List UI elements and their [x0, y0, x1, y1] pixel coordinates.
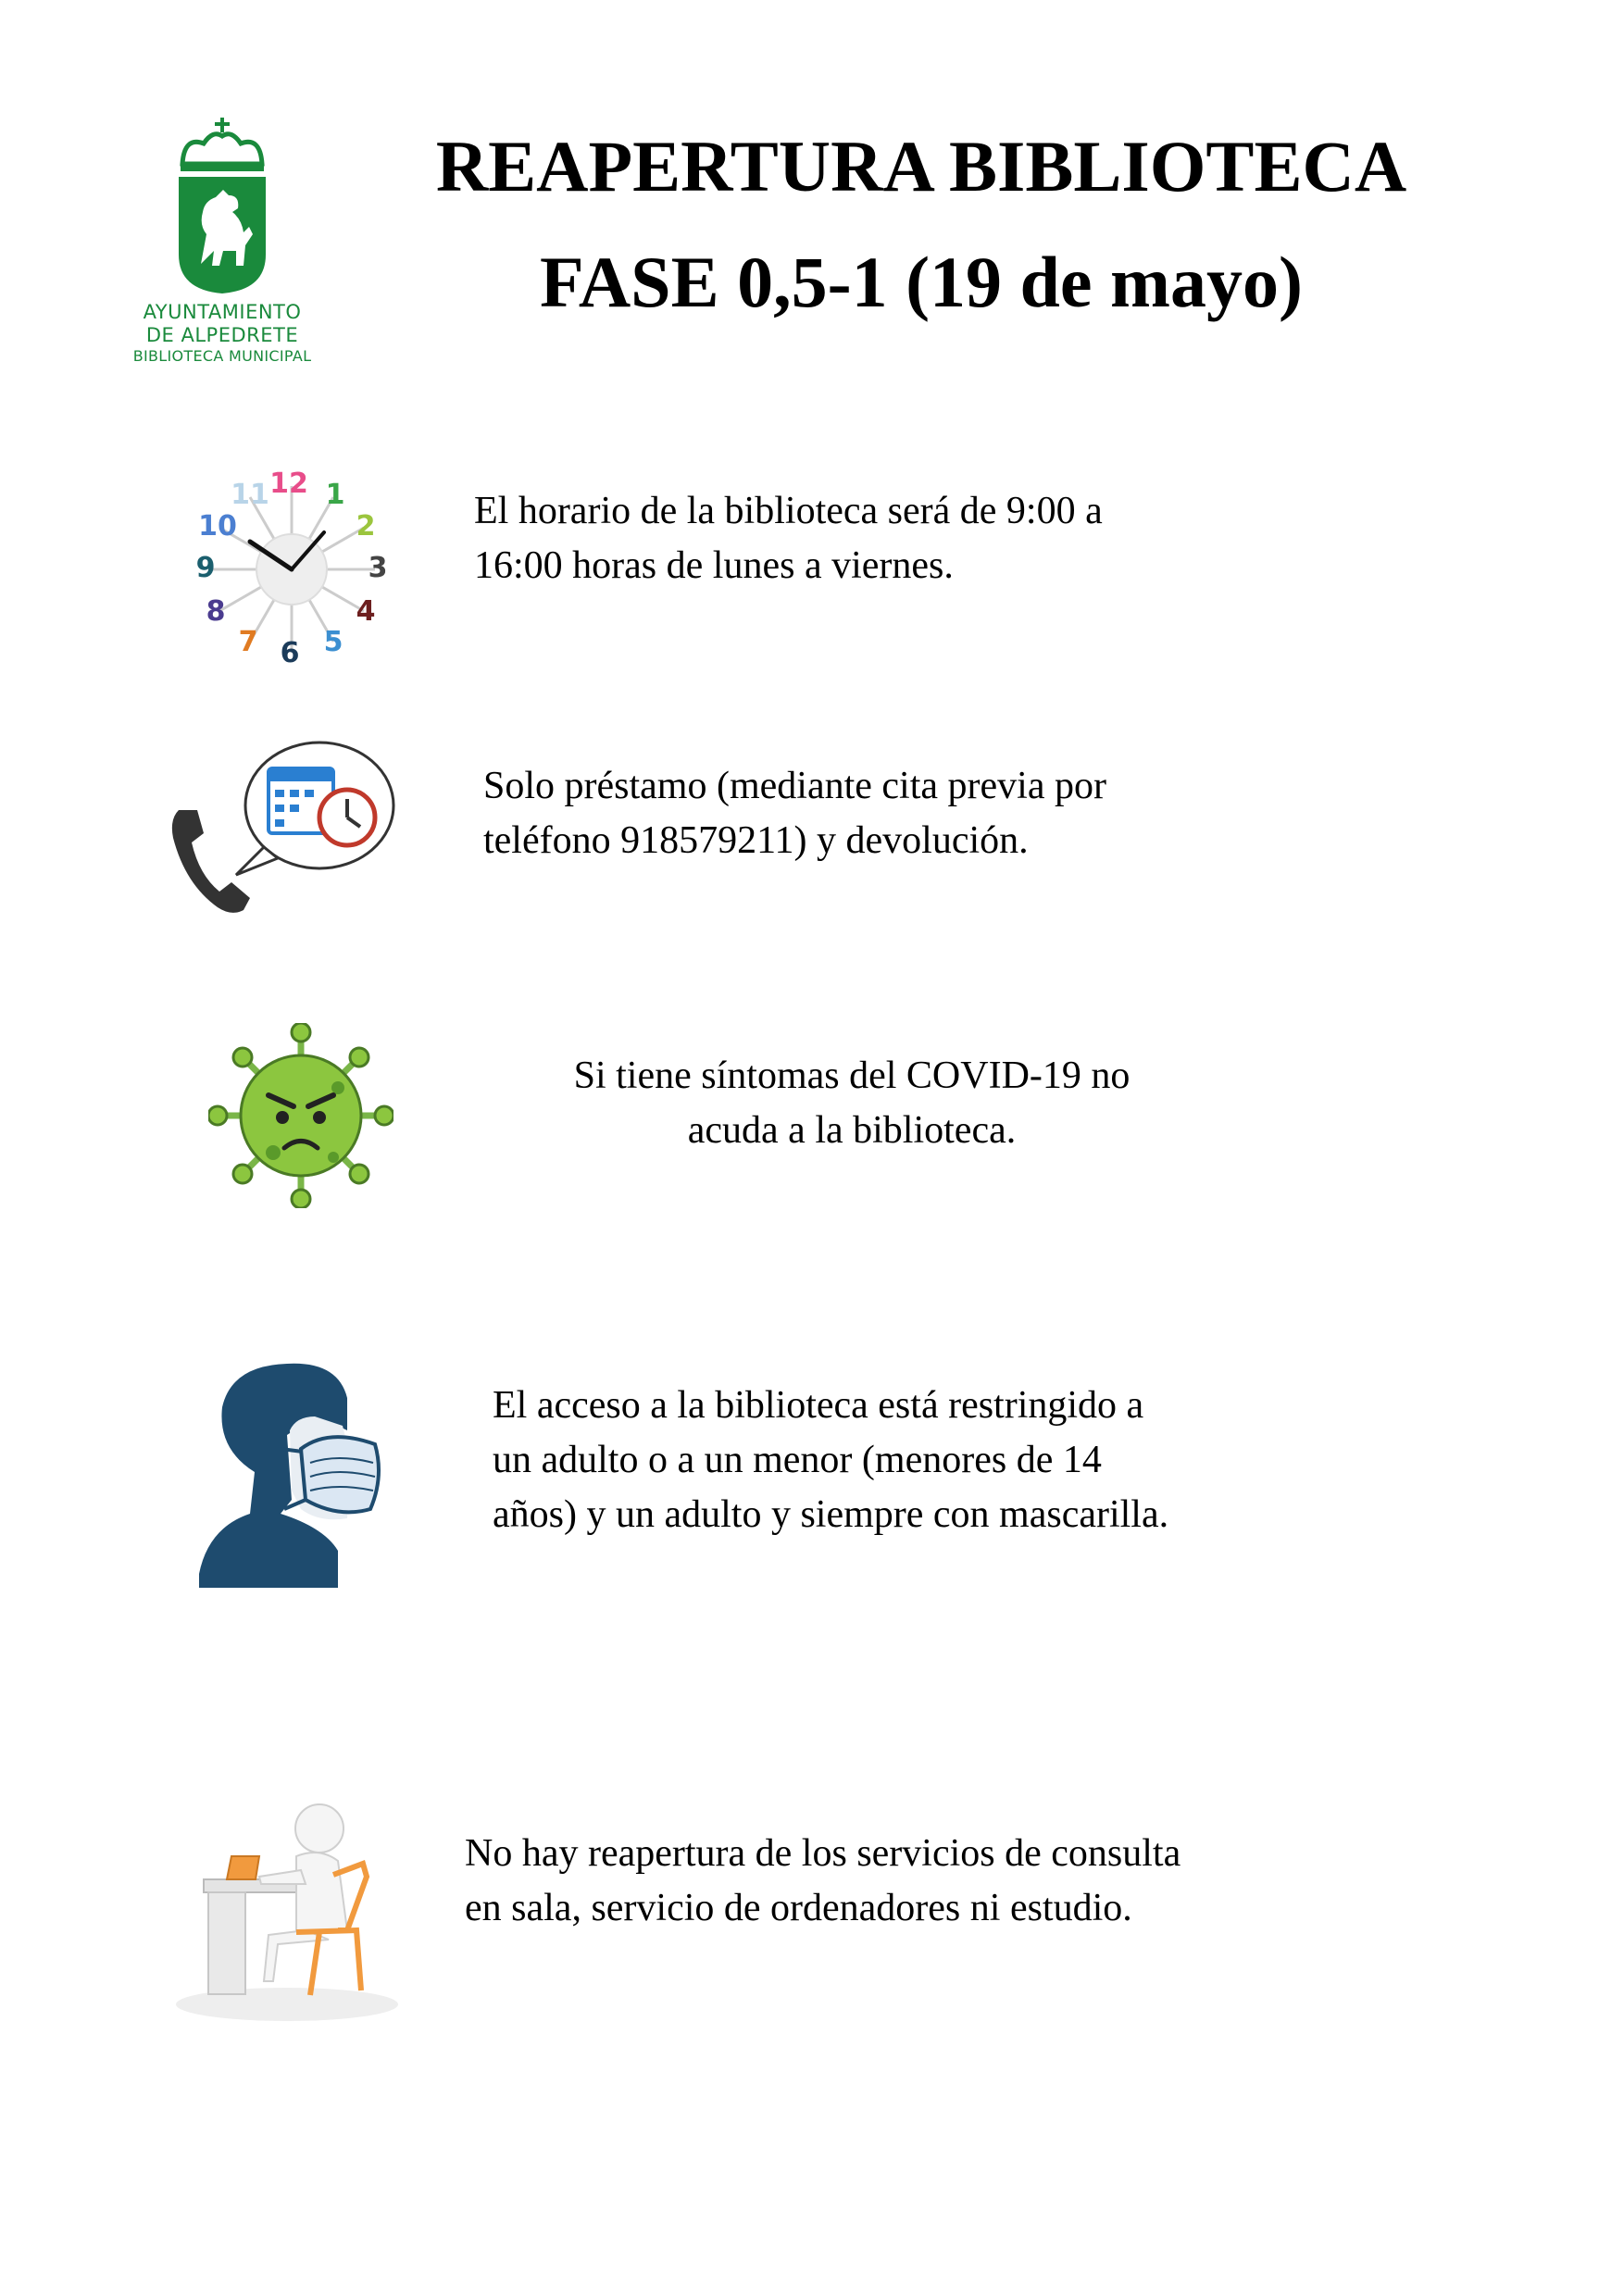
svg-text:10: 10: [198, 510, 237, 543]
computer-desk-icon: [157, 1791, 417, 2023]
item-services-line-2: en sala, servicio de ordenadores ni estudio.: [465, 1887, 1132, 1929]
svg-text:8: 8: [206, 595, 226, 628]
svg-text:11: 11: [231, 479, 269, 511]
coat-of-arms-icon: [171, 116, 273, 296]
logo-line-2: DE ALPEDRETE: [145, 324, 299, 346]
item-symptoms-line-1: Si tiene síntomas del COVID-19 no: [573, 1054, 1131, 1097]
item-access-line-1: El acceso a la biblioteca está restringido a: [493, 1384, 1144, 1427]
svg-text:7: 7: [238, 626, 258, 658]
logo-line-1: AYUNTAMIENTO: [143, 301, 302, 323]
item-loans-line-2: teléfono 918579211) y devolución.: [483, 819, 1029, 862]
municipal-logo: [120, 116, 324, 370]
item-access-line-3: años) y un adulto y siempre con mascarilla.: [493, 1493, 1169, 1536]
item-symptoms-line-2: acuda a la biblioteca.: [687, 1109, 1017, 1152]
svg-text:4: 4: [356, 595, 376, 628]
svg-text:12: 12: [269, 468, 308, 500]
item-loans-line-1: Solo préstamo (mediante cita previa por: [483, 765, 1106, 807]
svg-text:6: 6: [280, 637, 300, 669]
item-services-line-1: No hay reapertura de los servicios de consulta: [465, 1832, 1181, 1875]
logo-line-3: BIBLIOTECA MUNICIPAL: [132, 347, 312, 365]
item-hours: [474, 484, 1307, 593]
item-access-line-2: un adulto o a un menor (menores de 14: [493, 1439, 1102, 1481]
item-services: [465, 1827, 1391, 1936]
phone-appointment-icon: [162, 736, 403, 921]
item-hours-line-1: El horario de la biblioteca será de 9:00 a: [474, 490, 1103, 532]
svg-text:2: 2: [356, 510, 376, 543]
svg-text:9: 9: [195, 552, 216, 584]
svg-text:5: 5: [323, 626, 344, 658]
page-title: REAPERTURA BIBLIOTECA: [435, 126, 1407, 206]
svg-text:1: 1: [325, 479, 345, 511]
page-subtitle: FASE 0,5-1 (19 de mayo): [540, 242, 1303, 322]
clock-icon: [185, 463, 398, 676]
item-symptoms: [481, 1049, 1222, 1158]
item-hours-line-2: 16:00 horas de lunes a viernes.: [474, 544, 954, 587]
virus-icon: [208, 1023, 394, 1208]
item-access: [493, 1379, 1418, 1542]
svg-text:3: 3: [368, 552, 388, 584]
mask-person-icon: [199, 1361, 384, 1588]
item-loans: [483, 759, 1317, 868]
